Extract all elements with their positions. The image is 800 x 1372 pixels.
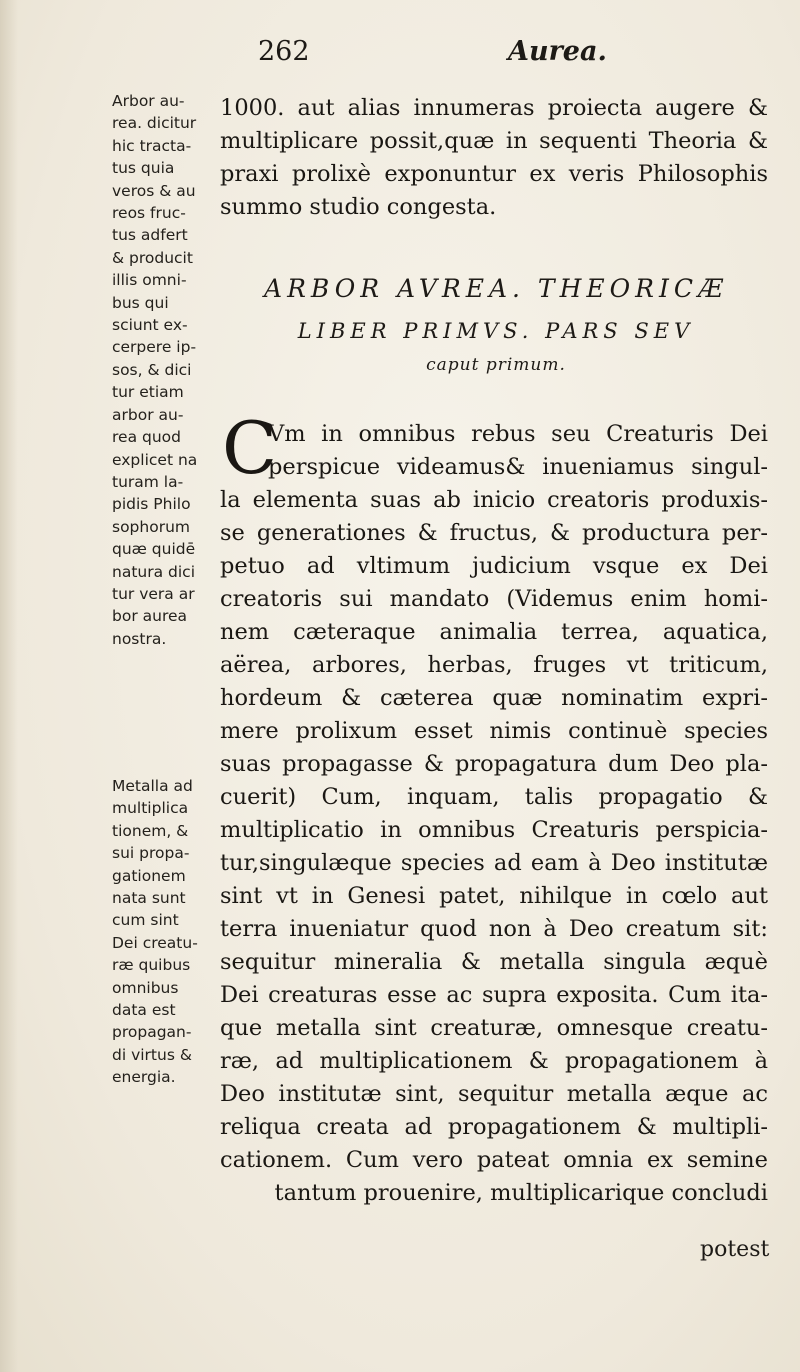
margin-note-line: bus qui [112, 293, 169, 312]
margin-note-line: tus quia [112, 159, 175, 178]
margin-note-line: bor aurea [112, 607, 188, 626]
margin-note-line: energia. [112, 1068, 176, 1087]
margin-note-line: nata sunt [112, 889, 186, 908]
margin-note-line: Dei creatu- [112, 933, 198, 952]
text-line: petuo ad vltimum judicium vsque ex Dei [220, 553, 768, 579]
margin-note-line: multiplica [112, 799, 189, 818]
margin-note-line: tionem, & [112, 821, 189, 840]
margin-note-line: sciunt ex- [112, 316, 188, 335]
margin-note-line: arbor au- [112, 405, 184, 424]
text-line: Deo institutæ sint, sequitur metalla æque ac [220, 1081, 768, 1107]
text-line: la elementa suas ab inicio creatoris produxis- [220, 487, 768, 513]
text-line: se generationes & fructus, & productura per- [220, 520, 768, 546]
text-line: mere prolixum esset nimis continuè species [220, 718, 768, 744]
text-line: que metalla sint creaturæ, omnesque creatu- [220, 1015, 768, 1041]
margin-note-line: Metalla ad [112, 777, 193, 795]
text-line: summo studio congesta. [220, 194, 497, 220]
text-line: tur,singulæque species ad eam à Deo institutæ [220, 850, 768, 876]
margin-note-line: cerpere ip- [112, 338, 197, 357]
gutter-shadow [0, 0, 18, 1372]
margin-note-line: pidis Philo [112, 495, 191, 514]
margin-note-line: veros & au [112, 181, 196, 200]
margin-note-line: natura dici [112, 562, 195, 581]
text-line: aërea, arbores, herbas, fruges vt triticum, [220, 652, 768, 678]
margin-note-line: turam la- [112, 472, 184, 491]
running-title: Aurea. [508, 36, 607, 67]
running-head [258, 36, 738, 76]
margin-note-line: tus adfert [112, 226, 188, 245]
catchword: potest [700, 1237, 770, 1262]
text-line: cationem. Cum vero pateat omnia ex semine [220, 1147, 768, 1173]
margin-note-line: hic tracta- [112, 136, 192, 155]
text-line: creatoris sui mandato (Videmus enim homi- [220, 586, 768, 612]
text-line: nem cæteraque animalia terrea, aquatica, [220, 619, 768, 645]
margin-note-arbor-aurea [112, 90, 220, 650]
margin-note-line: rea. dicitur [112, 114, 197, 133]
text-line: tantum prouenire, multiplicarique concludi [274, 1180, 768, 1206]
text-line: sequitur mineralia & metalla singula æquè [220, 949, 768, 975]
margin-note-line: omnibus [112, 978, 179, 997]
text-line: multiplicare possit,quæ in sequenti Theoria & [220, 128, 768, 154]
text-line: hordeum & cæterea quæ nominatim expri- [220, 685, 768, 711]
section-heading-liber: LIBER PRIMVS. PARS SEV [297, 319, 695, 343]
margin-note-line: illis omni- [112, 271, 187, 290]
drop-cap-initial: C [222, 406, 278, 490]
text-line: perspicue videamus& inueniamus singul- [268, 454, 768, 480]
text-line: sint vt in Genesi patet, nihilque in cœlo aut [220, 883, 768, 909]
margin-note-line: sui propa- [112, 844, 190, 863]
margin-note-line: propagan- [112, 1023, 192, 1042]
text-line: terra inueniatur quod non à Deo creatum sit: [220, 916, 768, 942]
margin-note-line: sophorum [112, 517, 190, 536]
margin-note-line: quæ quidē [112, 540, 196, 559]
text-line: ræ, ad multiplicationem & propagationem à [220, 1048, 768, 1074]
margin-note-line: data est [112, 1001, 176, 1020]
margin-note-line: Arbor au- [112, 92, 185, 110]
text-line: Vm in omnibus rebus seu Creaturis Dei [268, 421, 768, 447]
margin-note-metalla [112, 775, 220, 1089]
margin-note-line: nostra. [112, 629, 167, 648]
text-line: praxi prolixè exponuntur ex veris Philosophis [220, 161, 768, 187]
margin-note-line: rea quod [112, 428, 181, 447]
text-line: Dei creaturas esse ac supra exposita. Cum ita- [220, 982, 768, 1008]
main-paragraph [220, 418, 768, 1210]
margin-note-line: gationem [112, 866, 186, 885]
margin-note-line: tur vera ar [112, 584, 195, 603]
margin-note-line: tur etiam [112, 383, 184, 402]
intro-paragraph [220, 92, 768, 224]
text-line: multiplicatio in omnibus Creaturis perspicia- [220, 817, 768, 843]
section-heading-caput: caput primum. [426, 355, 566, 375]
margin-note-line: cum sint [112, 911, 179, 930]
text-line: suas propagasse & propagatura dum Deo pla- [220, 751, 768, 777]
margin-note-line: sos, & dici [112, 360, 192, 379]
margin-note-line: ræ quibus [112, 956, 191, 975]
margin-note-line: explicet na [112, 450, 198, 469]
text-line: 1000. aut alias innumeras proiecta augere & [220, 95, 768, 121]
margin-note-line: reos fruc- [112, 204, 186, 223]
margin-note-line: di virtus & [112, 1045, 192, 1064]
margin-note-line: & producit [112, 248, 193, 267]
section-heading-title: ARBOR AVREA. THEORICÆ [264, 274, 728, 303]
text-line: reliqua creata ad propagationem & multipli- [220, 1114, 768, 1140]
page-number: 262 [258, 36, 310, 67]
text-line: cuerit) Cum, inquam, talis propagatio & [220, 784, 768, 810]
